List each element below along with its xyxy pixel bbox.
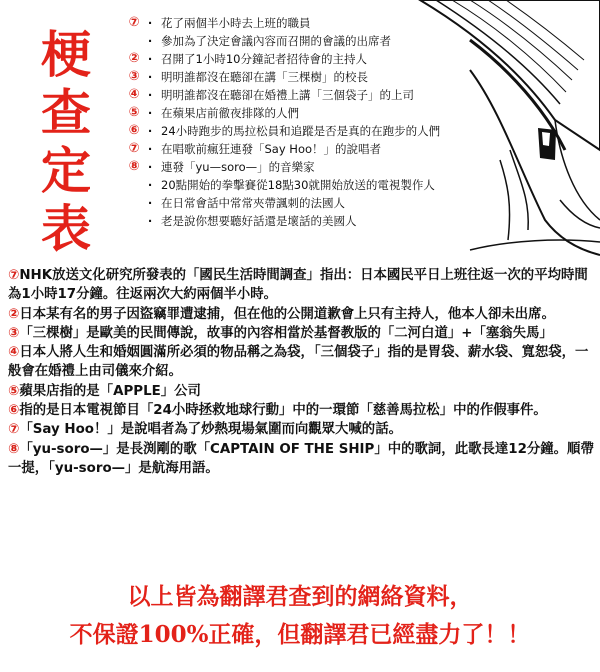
footnote bbox=[8, 440, 596, 479]
legend-row bbox=[126, 50, 526, 68]
bullet-icon: · bbox=[147, 16, 153, 30]
legend-number: ④ bbox=[128, 87, 140, 102]
legend-number bbox=[126, 178, 142, 192]
legend-list bbox=[126, 14, 526, 230]
legend-number: ② bbox=[128, 51, 140, 66]
translator-note bbox=[0, 578, 600, 654]
footnote-number: ⑤ bbox=[8, 383, 20, 399]
legend-row bbox=[126, 194, 526, 212]
legend-row bbox=[126, 86, 526, 104]
footnote-text: 日本人將人生和婚姻圓滿所必須的物品稱之為袋，「三個袋子」指的是胃袋、薪水袋、寬恕袋，一般會在婚禮上由司儀來介紹。 bbox=[8, 345, 589, 380]
legend-number bbox=[126, 214, 142, 228]
footnote bbox=[8, 401, 596, 420]
bullet-icon: · bbox=[147, 34, 153, 48]
legend-text: 24小時跑步的馬拉松員和追蹤是否是真的在跑步的人們 bbox=[161, 124, 441, 138]
legend-text: 在蘋果店前徹夜排隊的人們 bbox=[161, 106, 299, 120]
legend-row bbox=[126, 212, 526, 230]
bullet-icon: · bbox=[147, 214, 153, 228]
legend-number: ③ bbox=[128, 69, 140, 84]
bullet-icon: · bbox=[147, 196, 153, 210]
legend-number bbox=[126, 196, 142, 210]
legend-text: 召開了1小時10分鐘記者招待會的主持人 bbox=[161, 52, 367, 66]
footnote-number: ⑦ bbox=[8, 268, 20, 283]
legend-text: 花了兩個半小時去上班的職員 bbox=[161, 16, 311, 30]
legend-row bbox=[126, 140, 526, 158]
legend-row bbox=[126, 32, 526, 50]
legend-row bbox=[126, 122, 526, 140]
title-char: 梗 bbox=[41, 26, 91, 84]
footnote bbox=[8, 382, 596, 401]
legend-text: 20點開始的拳擊賽從18點30就開始放送的電視製作人 bbox=[161, 178, 435, 192]
legend-number: ⑦ bbox=[128, 141, 140, 156]
legend-text: 在唱歌前瘋狂連發「Say Hoo！」的說唱者 bbox=[161, 142, 382, 156]
legend-text: 老是說你想要聽好話還是壞話的美國人 bbox=[161, 214, 357, 228]
footnote-number: ③ bbox=[8, 325, 20, 341]
title-char: 表 bbox=[41, 200, 91, 258]
bullet-icon: · bbox=[147, 142, 153, 156]
legend-number: ⑤ bbox=[128, 105, 140, 120]
footnote-text: 日本某有名的男子因盜竊罪遭逮捕，但在他的公開道歉會上只有主持人，他本人卻未出席。 bbox=[19, 306, 555, 322]
footnote-number: ⑥ bbox=[8, 403, 20, 419]
footnote-text: 「yu-soro—」是長渕剛的歌「CAPTAIN OF THE SHIP」中的歌詞，此歌長達12分鐘。順帶一提，「yu-soro—」是航海用語。 bbox=[8, 441, 594, 476]
legend-text: 參加為了決定會議內容而召開的會議的出席者 bbox=[161, 34, 391, 48]
legend-row bbox=[126, 104, 526, 122]
legend-number: ⑧ bbox=[128, 159, 140, 174]
footnote-number: ② bbox=[8, 306, 20, 322]
legend-row bbox=[126, 176, 526, 194]
footnote bbox=[8, 343, 596, 382]
footnotes bbox=[8, 266, 596, 478]
footnote bbox=[8, 324, 596, 343]
footnote-text: 「三棵樹」是歐美的民間傳說，故事的內容相當於基督教版的「二河白道」+「塞翁失馬」 bbox=[19, 325, 553, 341]
footnote-number: ⑦ bbox=[8, 422, 20, 438]
footnote bbox=[8, 420, 596, 439]
translator-note-line: 以上皆為翻譯君查到的網絡資料， bbox=[127, 583, 473, 610]
legend-number bbox=[126, 34, 142, 48]
translator-note-line: 不保證100%正確，但翻譯君已經盡力了！！ bbox=[69, 621, 531, 648]
bullet-icon: · bbox=[147, 106, 153, 120]
footnote-text: 「Say Hoo！」是說唱者為了炒熱現場氣圍而向觀眾大喊的話。 bbox=[19, 422, 402, 438]
bullet-icon: · bbox=[147, 160, 153, 174]
legend-number: ⑥ bbox=[128, 123, 140, 138]
title-vertical bbox=[28, 26, 104, 258]
legend-row bbox=[126, 68, 526, 86]
footnote-text: 蘋果店指的是「APPLE」公司 bbox=[19, 383, 201, 399]
bullet-icon: · bbox=[147, 70, 153, 84]
legend-text: 明明誰都沒在聽卻在婚禮上講「三個袋子」的上司 bbox=[161, 88, 414, 102]
legend-text: 連發「yu—soro—」的音樂家 bbox=[161, 160, 315, 174]
footnote bbox=[8, 305, 596, 324]
legend-row bbox=[126, 14, 526, 32]
footnote-text: NHK放送文化研究所發表的「國民生活時間調查」指出：日本國民平日上班往返一次的平均時間為1小時17分鐘。往返兩次大約兩個半小時。 bbox=[8, 268, 588, 303]
bullet-icon: · bbox=[147, 52, 153, 66]
legend-text: 明明誰都沒在聽卻在講「三棵樹」的校長 bbox=[161, 70, 368, 84]
bullet-icon: · bbox=[147, 88, 153, 102]
footnote-number: ⑧ bbox=[8, 441, 20, 457]
footnote-text: 指的是日本電視節目「24小時拯救地球行動」中的一環節「慈善馬拉松」中的作假事件。 bbox=[19, 403, 547, 419]
footnote-number: ④ bbox=[8, 345, 20, 361]
bullet-icon: · bbox=[147, 178, 153, 192]
footnote bbox=[8, 266, 596, 305]
bullet-icon: · bbox=[147, 124, 153, 138]
title-char: 定 bbox=[41, 142, 91, 200]
legend-number: ⑦ bbox=[128, 15, 140, 30]
legend-text: 在日常會話中常常夾帶諷刺的法國人 bbox=[161, 196, 345, 210]
legend-row bbox=[126, 158, 526, 176]
title-char: 查 bbox=[41, 84, 91, 142]
